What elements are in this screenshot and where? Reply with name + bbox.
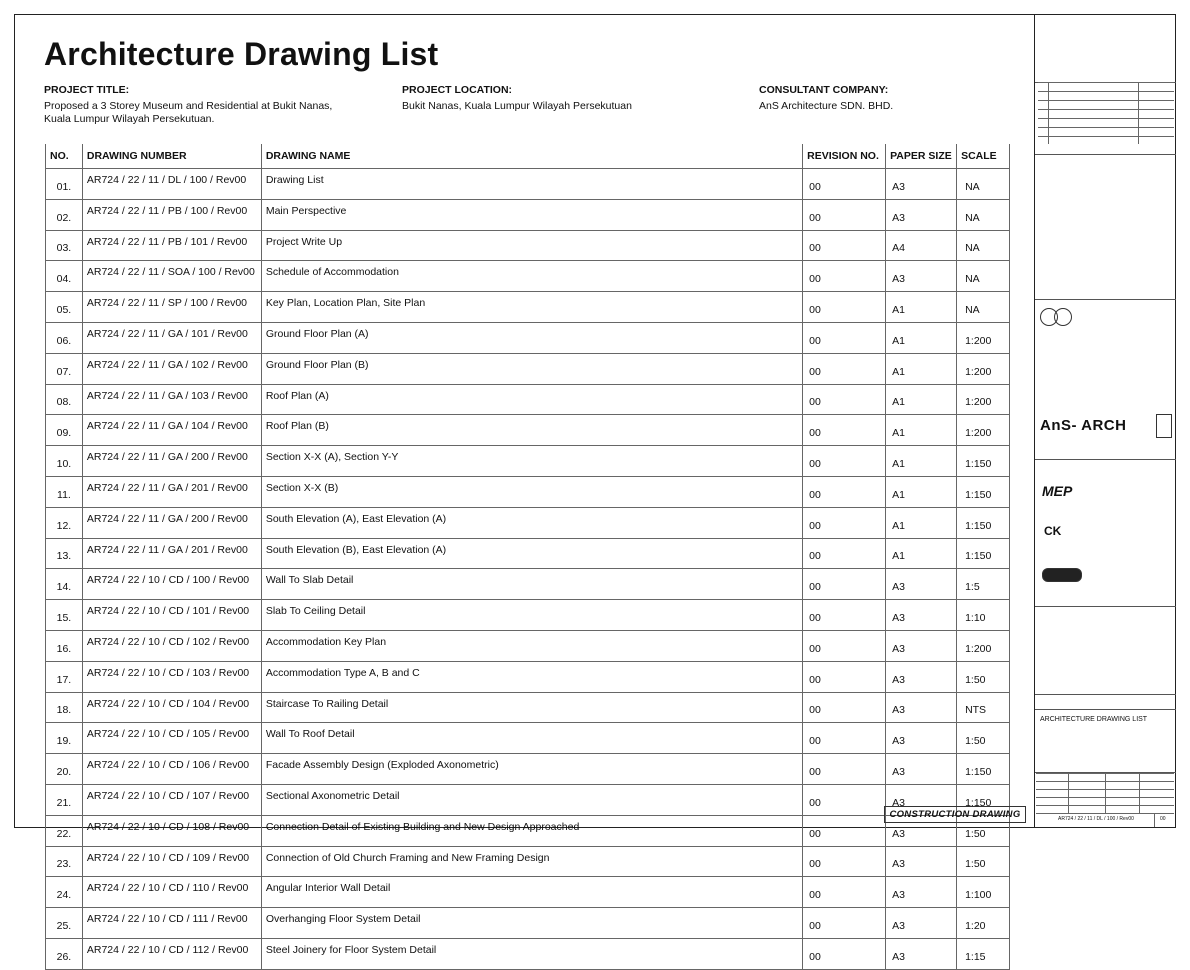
paper-size-cell: A3 (886, 846, 957, 877)
header-revision-no: REVISION NO. (803, 144, 886, 169)
drawing-number-cell: AR724 / 22 / 11 / DL / 100 / Rev00 (82, 169, 261, 200)
paper-size-cell: A3 (886, 261, 957, 292)
revision-no-cell: 00 (803, 754, 886, 785)
paper-size-cell: A3 (886, 784, 957, 815)
drawing-number-cell: AR724 / 22 / 10 / CD / 101 / Rev00 (82, 600, 261, 631)
scale-cell: NA (957, 292, 1010, 323)
table-row (46, 754, 1010, 785)
drawing-name-cell: Wall To Roof Detail (261, 723, 802, 754)
table-row (46, 600, 1010, 631)
scale-cell: 1:10 (957, 600, 1010, 631)
revision-no-cell: 00 (803, 630, 886, 661)
paper-size-cell: A3 (886, 692, 957, 723)
paper-size-cell: A4 (886, 230, 957, 261)
project-title-block (44, 84, 332, 126)
revision-no-cell: 00 (803, 692, 886, 723)
drawing-number-cell: AR724 / 22 / 11 / GA / 200 / Rev00 (82, 507, 261, 538)
scale-cell: 1:20 (957, 908, 1010, 939)
revision-no-cell: 00 (803, 169, 886, 200)
row-no: 04. (46, 261, 83, 292)
table-row (46, 476, 1010, 507)
drawing-number-cell: AR724 / 22 / 11 / GA / 101 / Rev00 (82, 322, 261, 353)
revision-no-cell: 00 (803, 661, 886, 692)
row-no: 17. (46, 661, 83, 692)
drawing-number-cell: AR724 / 22 / 10 / CD / 112 / Rev00 (82, 938, 261, 969)
drawing-number-cell: AR724 / 22 / 10 / CD / 105 / Rev00 (82, 723, 261, 754)
row-no: 20. (46, 754, 83, 785)
revision-no-cell: 00 (803, 538, 886, 569)
consultant-value: AnS Architecture SDN. BHD. (759, 100, 894, 112)
table-row (46, 169, 1010, 200)
revision-no-cell: 00 (803, 384, 886, 415)
row-no: 15. (46, 600, 83, 631)
certification-badge-icon (1156, 414, 1172, 438)
drawing-number-cell: AR724 / 22 / 11 / GA / 104 / Rev00 (82, 415, 261, 446)
paper-size-cell: A3 (886, 630, 957, 661)
drawing-number-cell: AR724 / 22 / 10 / CD / 104 / Rev00 (82, 692, 261, 723)
drawing-name-cell: Ground Floor Plan (B) (261, 353, 802, 384)
scale-cell: 1:50 (957, 846, 1010, 877)
scale-cell: 1:15 (957, 938, 1010, 969)
row-no: 02. (46, 199, 83, 230)
scale-cell: 1:200 (957, 630, 1010, 661)
drawing-number-cell: AR724 / 22 / 11 / GA / 103 / Rev00 (82, 384, 261, 415)
drawing-number-cell: AR724 / 22 / 11 / PB / 101 / Rev00 (82, 230, 261, 261)
drawing-name-cell: Drawing List (261, 169, 802, 200)
row-no: 23. (46, 846, 83, 877)
paper-size-cell: A1 (886, 476, 957, 507)
drawing-name-cell: Ground Floor Plan (A) (261, 322, 802, 353)
paper-size-cell: A3 (886, 169, 957, 200)
revision-grid (1038, 82, 1174, 144)
drawing-name-cell: Slab To Ceiling Detail (261, 600, 802, 631)
row-no: 22. (46, 815, 83, 846)
revision-no-cell: 00 (803, 199, 886, 230)
scale-cell: NTS (957, 692, 1010, 723)
scale-cell: NA (957, 169, 1010, 200)
table-row (46, 661, 1010, 692)
table-row (46, 292, 1010, 323)
table-row (46, 538, 1010, 569)
scale-cell: NA (957, 199, 1010, 230)
paper-size-cell: A3 (886, 600, 957, 631)
paper-size-cell: A1 (886, 507, 957, 538)
scale-cell: 1:150 (957, 476, 1010, 507)
drawing-number-cell: AR724 / 22 / 11 / SOA / 100 / Rev00 (82, 261, 261, 292)
header-drawing-name: DRAWING NAME (261, 144, 802, 169)
drawing-name-cell: Roof Plan (A) (261, 384, 802, 415)
scale-cell: 1:5 (957, 569, 1010, 600)
revision-no-cell: 00 (803, 322, 886, 353)
drawing-title: ARCHITECTURE DRAWING LIST (1040, 716, 1148, 723)
drawing-name-cell: Section X-X (B) (261, 476, 802, 507)
project-location-value: Bukit Nanas, Kuala Lumpur Wilayah Persekutuan (402, 100, 632, 112)
drawing-name-cell: Angular Interior Wall Detail (261, 877, 802, 908)
revision-no-cell: 00 (803, 415, 886, 446)
row-no: 21. (46, 784, 83, 815)
drawing-number-cell: AR724 / 22 / 10 / CD / 102 / Rev00 (82, 630, 261, 661)
row-no: 03. (46, 230, 83, 261)
consultant-label: CONSULTANT COMPANY: (759, 84, 889, 96)
drawing-number-cell: AR724 / 22 / 10 / CD / 103 / Rev00 (82, 661, 261, 692)
row-no: 09. (46, 415, 83, 446)
table-row (46, 723, 1010, 754)
revision-no-cell: 00 (803, 507, 886, 538)
drawing-number-cell: AR724 / 22 / 11 / GA / 102 / Rev00 (82, 353, 261, 384)
scale-cell: NA (957, 261, 1010, 292)
scale-cell: 1:150 (957, 446, 1010, 477)
table-row (46, 230, 1010, 261)
paper-size-cell: A1 (886, 322, 957, 353)
drawing-name-cell: Section X-X (A), Section Y-Y (261, 446, 802, 477)
table-row (46, 415, 1010, 446)
paper-size-cell: A3 (886, 661, 957, 692)
drawing-name-cell: Schedule of Accommodation (261, 261, 802, 292)
scale-cell: NA (957, 230, 1010, 261)
paper-size-cell: A3 (886, 754, 957, 785)
construction-drawing-stamp: CONSTRUCTION DRAWING (884, 806, 1026, 823)
header-paper-size: PAPER SIZE (886, 144, 957, 169)
drawing-name-cell: Steel Joinery for Floor System Detail (261, 938, 802, 969)
table-row (46, 938, 1010, 969)
row-no: 26. (46, 938, 83, 969)
page-title: Architecture Drawing List (44, 36, 439, 72)
row-no: 13. (46, 538, 83, 569)
drawing-number-cell: AR724 / 22 / 11 / GA / 200 / Rev00 (82, 446, 261, 477)
paper-size-cell: A3 (886, 199, 957, 230)
paper-size-cell: A3 (886, 877, 957, 908)
table-row (46, 199, 1010, 230)
table-row (46, 815, 1010, 846)
paper-size-cell: A3 (886, 908, 957, 939)
drawing-name-cell: Staircase To Railing Detail (261, 692, 802, 723)
consultant-logo-icon (1042, 568, 1082, 582)
drawing-name-cell: South Elevation (A), East Elevation (A) (261, 507, 802, 538)
row-no: 25. (46, 908, 83, 939)
table-row (46, 846, 1010, 877)
drawing-name-cell: Connection of Old Church Framing and New Framing Design (261, 846, 802, 877)
drawing-name-cell: Overhanging Floor System Detail (261, 908, 802, 939)
table-row (46, 322, 1010, 353)
scale-cell: 1:150 (957, 538, 1010, 569)
revision-no-cell: 00 (803, 784, 886, 815)
scale-cell: 1:200 (957, 353, 1010, 384)
table-row (46, 630, 1010, 661)
drawing-number-cell: AR724 / 22 / 11 / PB / 100 / Rev00 (82, 199, 261, 230)
mep-logo: MEP (1042, 483, 1073, 499)
table-row (46, 877, 1010, 908)
paper-size-cell: A1 (886, 415, 957, 446)
row-no: 06. (46, 322, 83, 353)
table-row (46, 384, 1010, 415)
table-row (46, 784, 1010, 815)
drawing-number-cell: AR724 / 22 / 10 / CD / 109 / Rev00 (82, 846, 261, 877)
drawing-name-cell: Accommodation Key Plan (261, 630, 802, 661)
row-no: 16. (46, 630, 83, 661)
scale-cell: 1:50 (957, 661, 1010, 692)
table-row (46, 692, 1010, 723)
scale-cell: 1:150 (957, 784, 1010, 815)
scale-cell: 1:150 (957, 507, 1010, 538)
revision-no-cell: 00 (803, 846, 886, 877)
drawing-name-cell: Facade Assembly Design (Exploded Axonometric) (261, 754, 802, 785)
row-no: 24. (46, 877, 83, 908)
drawing-number-cell: AR724 / 22 / 10 / CD / 110 / Rev00 (82, 877, 261, 908)
paper-size-cell: A3 (886, 938, 957, 969)
revision-no-cell: 00 (803, 446, 886, 477)
project-location-label: PROJECT LOCATION: (402, 84, 513, 96)
table-row (46, 908, 1010, 939)
revision-number: 00 (1160, 816, 1166, 822)
drawing-number-cell: AR724 / 22 / 10 / CD / 106 / Rev00 (82, 754, 261, 785)
revision-no-cell: 00 (803, 292, 886, 323)
revision-no-cell: 00 (803, 600, 886, 631)
drawing-name-cell: Connection Detail of Existing Building and New Design Approached (261, 815, 802, 846)
drawing-number-cell: AR724 / 22 / 10 / CD / 108 / Rev00 (82, 815, 261, 846)
project-title-line1: Proposed a 3 Storey Museum and Residential at Bukit Nanas, (44, 100, 333, 112)
drawing-number-cell: AR724 / 22 / 11 / GA / 201 / Rev00 (82, 538, 261, 569)
revision-no-cell: 00 (803, 908, 886, 939)
paper-size-cell: A1 (886, 538, 957, 569)
scale-cell: 1:150 (957, 754, 1010, 785)
drawing-name-cell: Sectional Axonometric Detail (261, 784, 802, 815)
revision-no-cell: 00 (803, 230, 886, 261)
table-row (46, 446, 1010, 477)
consultant-block (759, 84, 893, 113)
scale-cell: 1:200 (957, 415, 1010, 446)
row-no: 14. (46, 569, 83, 600)
paper-size-cell: A1 (886, 446, 957, 477)
row-no: 12. (46, 507, 83, 538)
row-no: 07. (46, 353, 83, 384)
project-title-line2: Kuala Lumpur Wilayah Persekutuan. (44, 113, 215, 125)
scale-cell: 1:50 (957, 723, 1010, 754)
drawing-name-cell: Roof Plan (B) (261, 415, 802, 446)
drawing-list-table (45, 144, 1010, 970)
table-row (46, 569, 1010, 600)
drawing-number: AR724 / 22 / 11 / DL / 100 / Rev00 (1058, 816, 1134, 822)
school-logo-ring-icon (1054, 308, 1072, 326)
paper-size-cell: A1 (886, 292, 957, 323)
drawing-name-cell: Wall To Slab Detail (261, 569, 802, 600)
drawing-name-cell: Main Perspective (261, 199, 802, 230)
scale-cell: 1:50 (957, 815, 1010, 846)
ck-logo: CK (1044, 524, 1062, 538)
paper-size-cell: A3 (886, 815, 957, 846)
project-location-block (402, 84, 632, 113)
row-no: 05. (46, 292, 83, 323)
paper-size-cell: A3 (886, 569, 957, 600)
drawing-name-cell: Accommodation Type A, B and C (261, 661, 802, 692)
table-row (46, 261, 1010, 292)
project-title-label: PROJECT TITLE: (44, 84, 130, 96)
table-header-row (46, 144, 1010, 169)
ans-architecture-logo: AnS- ARCH (1040, 417, 1127, 434)
drawing-name-cell: South Elevation (B), East Elevation (A) (261, 538, 802, 569)
scale-cell: 1:200 (957, 384, 1010, 415)
paper-size-cell: A1 (886, 353, 957, 384)
drawing-number-cell: AR724 / 22 / 11 / SP / 100 / Rev00 (82, 292, 261, 323)
paper-size-cell: A3 (886, 723, 957, 754)
drawing-number-cell: AR724 / 22 / 10 / CD / 100 / Rev00 (82, 569, 261, 600)
row-no: 19. (46, 723, 83, 754)
revision-no-cell: 00 (803, 569, 886, 600)
paper-size-cell: A1 (886, 384, 957, 415)
row-no: 08. (46, 384, 83, 415)
header-scale: SCALE (957, 144, 1010, 169)
revision-no-cell: 00 (803, 938, 886, 969)
revision-no-cell: 00 (803, 815, 886, 846)
revision-no-cell: 00 (803, 353, 886, 384)
revision-no-cell: 00 (803, 877, 886, 908)
drawing-number-cell: AR724 / 22 / 11 / GA / 201 / Rev00 (82, 476, 261, 507)
scale-cell: 1:200 (957, 322, 1010, 353)
revision-no-cell: 00 (803, 261, 886, 292)
drawing-number-cell: AR724 / 22 / 10 / CD / 111 / Rev00 (82, 908, 261, 939)
drawing-name-cell: Key Plan, Location Plan, Site Plan (261, 292, 802, 323)
table-row (46, 507, 1010, 538)
revision-no-cell: 00 (803, 476, 886, 507)
revision-no-cell: 00 (803, 723, 886, 754)
row-no: 11. (46, 476, 83, 507)
drawing-number-cell: AR724 / 22 / 10 / CD / 107 / Rev00 (82, 784, 261, 815)
header-drawing-number: DRAWING NUMBER (82, 144, 261, 169)
row-no: 01. (46, 169, 83, 200)
drawing-name-cell: Project Write Up (261, 230, 802, 261)
table-row (46, 353, 1010, 384)
row-no: 10. (46, 446, 83, 477)
scale-cell: 1:100 (957, 877, 1010, 908)
row-no: 18. (46, 692, 83, 723)
header-no: NO. (46, 144, 83, 169)
